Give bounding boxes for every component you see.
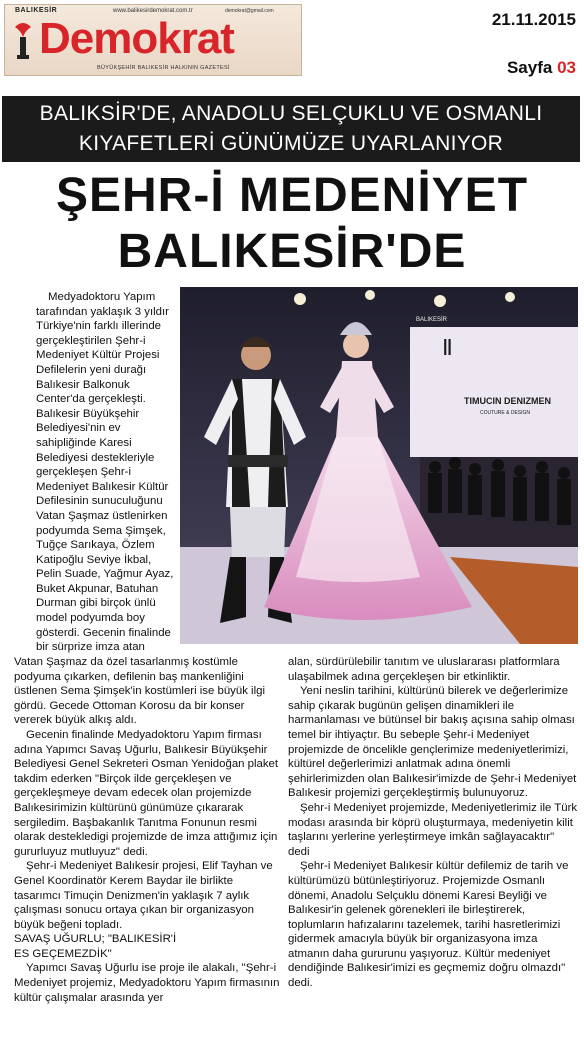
newspaper-masthead: [4, 4, 302, 76]
kicker-line-1: BALIKSİR'DE, ANADOLU SELÇUKLU VE OSMANLI: [39, 102, 543, 125]
article-paragraph: Yeni neslin tarihini, kültürünü bilerek ve değerlerimize sahip çıkarak bugünün gelişen dinamikleri ile harmanlaması ve bütünsel bir bakış açısına sahip olması temel bir ihtiyaçtır. Bu sebeple Şehr-i Medeniyet projemizde de öncelikle gençlerimize medeniyetlerimizi, kültürel değerlerimizi anlatmak adına önemli şehirlerimizden olan Balıkesir'imizde de Şehr-i Medeniyet Balıkesir projemizi gerçekleştirmiş bulunuyoruz.: [288, 685, 577, 800]
page-number: [507, 58, 576, 78]
headline-line-1: ŞEHR-İ MEDENİYET: [55, 169, 529, 222]
article-subhead: [14, 932, 280, 961]
kicker-line-2: KIYAFETLERİ GÜNÜMÜZE UYARLANIYOR: [78, 132, 504, 155]
article-paragraph: Medyadoktoru Yapım tarafından yaklaşık 3 yıldır Türkiye'nin farklı illerinde gerçekleştirilen Şehr-i Medeniyet Kültür Projesi Defilelerin yeni durağı Balıkesir Balkonuk Center'da gerçekleşti. Balıkesir Büyükşehir Belediyesi'nin ev sahipliğinde Karesi Belediyesi destekleriyle gerçekleşen Şehr-i Medeniyet Balıkesir Kültür Defilesinin sunuculuğunu Vatan Şaşmaz üstlenirken podyumda Sema Şimşek, Tuğçe Sarıkaya, Özlem Katipoğlu Seviye İkbal, Pelin Suade, Yağmur Ayaz, Buket Akpunar, Batuhan Durman gibi birçok ünlü model podyumda boy gösterdi. Gecenin finalinde bir sürprize imza atan: [36, 291, 174, 654]
masthead-email: demokrat@gmail.com: [225, 8, 274, 14]
article-paragraph: Şehr-i Medeniyet Balıkesir kültür defilemiz de tarih ve kültürümüzü bütünleştiriyoruz. Projemizde Osmanlı dönemi, Anadolu Selçuklu dönemi Karesi Beyliği ve Balıkesir'in gelenek görenekleri ile birleştirerek, toplumların hafızalarını tazelemek, tarihi hasretlerimizi gidermek amacıyla büyük bir organizasyona imza atmanın daha gururunu yaşıyoruz. Kültür medeniyet dendiğinde Balıkesir'imizi es geçmemiz doğru olmazdı" dedi.: [288, 860, 569, 990]
runway-photo-illustration: [180, 287, 578, 644]
article-paragraph: Şehr-i Medeniyet Balıkesir projesi, Elif Tayhan ve Genel Koordinatör Kerem Baydar ile birlikte tasarımcı Timuçin Denizmen'in yaklaşık 7 aylık çalışması sonucu ortaya çıkan bir organizasyon büyük beğeni topladı.: [14, 860, 273, 931]
kicker-banner: [2, 96, 580, 162]
article-column-1-bottom: [14, 655, 280, 1005]
svg-text:Ⅱ: Ⅱ: [442, 335, 453, 360]
headline: [0, 168, 584, 280]
stage-logo-subtext: COUTURE & DESIGN: [480, 410, 531, 416]
issue-date: 21.11.2015: [491, 10, 576, 29]
page-number-value: 03: [557, 58, 576, 77]
masthead-tagline: BÜYÜKŞEHİR BALIKESİR HALKININ GAZETESİ: [97, 65, 230, 71]
article-paragraph: Yapımcı Savaş Uğurlu ise proje ile alakalı, "Şehr-i Medeniyet projemiz, Medyadoktoru Yapım firmasının kültür çalışmalar arasında yer: [14, 962, 280, 1004]
article-paragraph: alan, sürdürülebilir tanıtım ve uluslararası platformlara ulaşabilmek adına gerçekleşen bir etkinliktir.: [288, 656, 560, 683]
article-paragraph: Gecenin finalinde Medyadoktoru Yapım firması adına Yapımcı Savaş Uğurlu, Balıkesir Büyükşehir Belediyesi Genel Sekreteri Osman Yenidoğan plaket takdim ederken "Birçok ilde gerçekleşen ve gerçekleşmeye devam edecek olan projemizde Balıkesirimizin kültürünü günümüze çıkararak sergiledim. Başbakanlık Tanıtma Fonunun resmi olarak destekledigi projemizde de imza attığımız için gururluyuz mutluyuz" dedi.: [14, 728, 279, 858]
stage-logo-text: TIMUCIN DENIZMEN: [464, 396, 551, 406]
torch-logo-icon: [11, 21, 35, 61]
stage-brand: BALIKESİR: [416, 317, 448, 323]
article-column-2: [288, 655, 578, 991]
article-paragraph: Vatan Şaşmaz da özel tasarlanmış kostümle podyuma çıkarken, defilenin baş mankenliğini üstlenen Sema Şimşek'in kostümleri ise büyük ilgi gördü. Gecede Ottoman Korosu da bir konser vererek büyük alkış aldı.: [14, 656, 265, 727]
masthead-city: BALIKESİR: [15, 7, 58, 14]
fashion-show-photo: [180, 287, 578, 644]
article-paragraph: Şehr-i Medeniyet projemizde, Medeniyetlerimiz ile Türk modası arasında bir köprü oluşturmaya, medeniyetin kilit taşlarını yerlerine yerleştirmeye imkân sağlayacaktır" dedi: [288, 801, 578, 858]
headline-line-2: BALIKESİR'DE: [117, 225, 467, 278]
masthead-logo: Demokrat: [39, 14, 234, 63]
article-column-1-top: [36, 290, 176, 655]
article-subhead-line-2: ES GEÇEMEZDİK": [14, 947, 112, 960]
article-subhead-line-1: SAVAŞ UĞURLU; "BALIKESİR'İ: [14, 933, 177, 946]
page-label: Sayfa: [506, 58, 553, 77]
masthead-url: www.balikesirdemokrat.com.tr: [113, 8, 193, 14]
